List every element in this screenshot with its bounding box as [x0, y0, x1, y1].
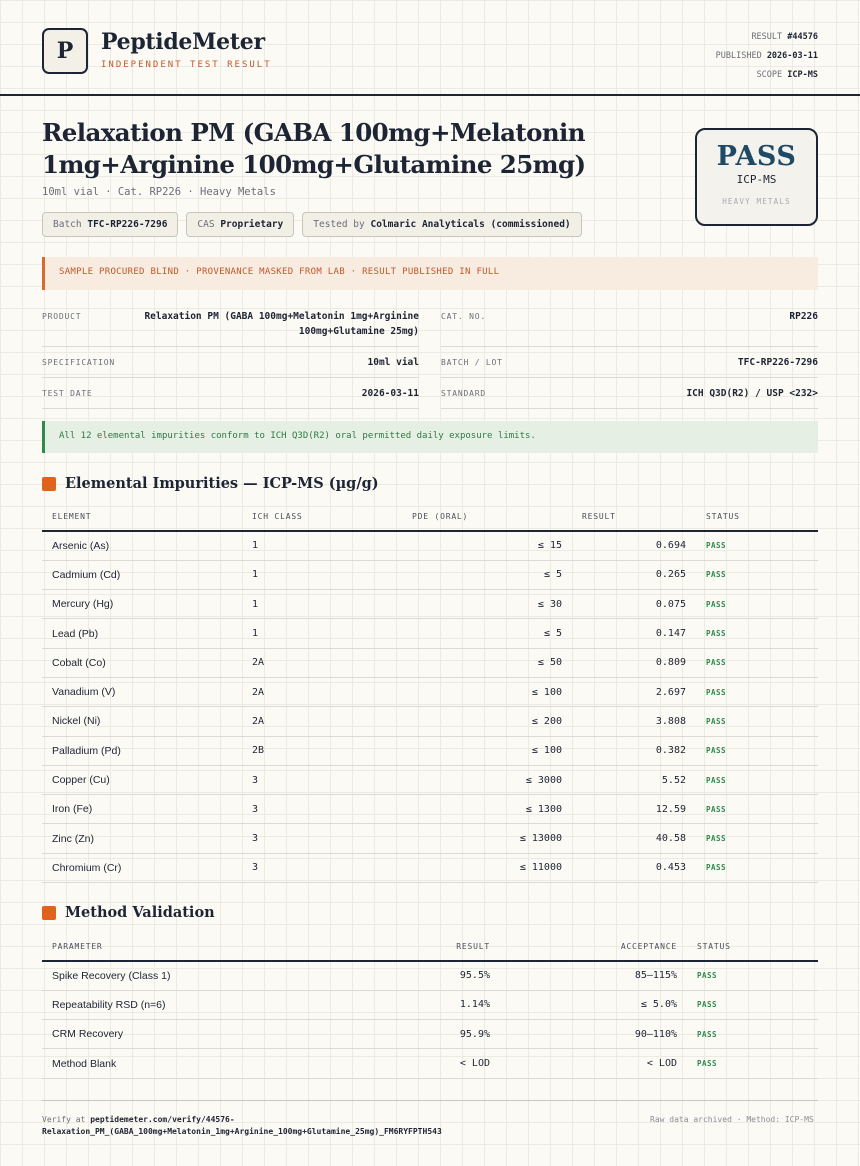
pde-cell: ≤ 1300	[402, 795, 572, 824]
class-cell: 1	[242, 590, 402, 619]
result-cell: 0.453	[572, 853, 696, 882]
class-cell: 2A	[242, 677, 402, 706]
parameter-cell: Spike Recovery (Class 1)	[42, 961, 322, 990]
validation-section-title: Method Validation	[42, 904, 215, 921]
table-row	[42, 648, 818, 677]
status-cell: PASS	[696, 560, 818, 589]
table-row	[42, 1020, 818, 1049]
pde-cell: ≤ 11000	[402, 853, 572, 882]
section-square-icon	[42, 477, 56, 491]
spec-value: 10ml vial	[367, 357, 419, 368]
status-cell: PASS	[696, 590, 818, 619]
product-title: Relaxation PM (GABA 100mg+Melatonin 1mg+Arginine 100mg+Glutamine 25mg)	[42, 118, 586, 179]
pde-cell: ≤ 13000	[402, 824, 572, 853]
impurities-table	[42, 503, 818, 883]
table-row	[42, 1049, 818, 1078]
archive-note: Raw data archived · Method: ICP-MS	[650, 1115, 814, 1124]
result-cell: 0.694	[572, 531, 696, 560]
class-cell: 1	[242, 619, 402, 648]
pde-cell: ≤ 15	[402, 531, 572, 560]
class-cell: 3	[242, 765, 402, 794]
element-cell: Lead (Pb)	[42, 619, 242, 648]
element-cell: Iron (Fe)	[42, 795, 242, 824]
status-cell: PASS	[696, 707, 818, 736]
pde-cell: ≤ 100	[402, 677, 572, 706]
result-id-line: RESULT #44576	[751, 32, 818, 42]
result-cell: 12.59	[572, 795, 696, 824]
result-cell: 95.9%	[322, 1020, 500, 1049]
parameter-cell: Repeatability RSD (n=6)	[42, 990, 322, 1019]
status-cell: PASS	[696, 619, 818, 648]
status-cell: PASS	[696, 795, 818, 824]
result-id: #44576	[787, 32, 818, 42]
divider	[441, 408, 818, 409]
table-row	[42, 765, 818, 794]
status-cell: PASS	[696, 853, 818, 882]
footer-divider	[42, 1100, 818, 1101]
status-cell: PASS	[696, 736, 818, 765]
impurities-section-title: Elemental Impurities — ICP-MS (µg/g)	[42, 475, 379, 492]
class-cell: 1	[242, 531, 402, 560]
table-row	[42, 707, 818, 736]
table-row	[42, 677, 818, 706]
acceptance-cell: 85–115%	[500, 961, 687, 990]
result-cell: 95.5%	[322, 961, 500, 990]
product-subtitle: 10ml vial · Cat. RP226 · Heavy Metals	[42, 186, 276, 198]
pde-cell: ≤ 30	[402, 590, 572, 619]
table-row	[42, 853, 818, 882]
logo-letter: P	[56, 38, 74, 64]
standard-value: ICH Q3D(R2) / USP <232>	[686, 388, 818, 399]
table-row	[42, 590, 818, 619]
divider	[441, 346, 818, 347]
pde-cell: ≤ 100	[402, 736, 572, 765]
verify-note: Verify at peptidemeter.com/verify/44576-Relaxation_PM_(GABA_100mg+Melatonin_1mg+Arginine_100mg+Glutamine_25mg)_FM6RYFPTH543	[42, 1115, 442, 1136]
cas-chip: CAS Proprietary	[186, 212, 294, 237]
parameter-cell: Method Blank	[42, 1049, 322, 1078]
table-row	[42, 961, 818, 990]
status-cell: PASS	[696, 765, 818, 794]
result-meta	[716, 28, 818, 85]
acceptance-cell: 90–110%	[500, 1020, 687, 1049]
standard-label: STANDARD	[441, 389, 486, 398]
scope-value: ICP-MS	[787, 70, 818, 80]
result-cell: 3.808	[572, 707, 696, 736]
result-cell: 40.58	[572, 824, 696, 853]
result-cell: 0.147	[572, 619, 696, 648]
status-cell: PASS	[687, 1049, 818, 1078]
column-header: ICH CLASS	[242, 503, 402, 531]
divider	[42, 408, 419, 409]
chip-row	[42, 212, 582, 237]
published-date: 2026-03-11	[766, 51, 818, 61]
column-header: PARAMETER	[42, 933, 322, 961]
element-cell: Cadmium (Cd)	[42, 560, 242, 589]
table-row	[42, 736, 818, 765]
published-line: PUBLISHED 2026-03-11	[715, 51, 818, 61]
pass-stamp	[695, 128, 818, 226]
element-cell: Zinc (Zn)	[42, 824, 242, 853]
pde-cell: ≤ 5	[402, 619, 572, 648]
conformance-banner: All 12 elemental impurities conform to ICH Q3D(R2) oral permitted daily exposure limits.	[42, 421, 818, 453]
date-label: TEST DATE	[42, 389, 93, 398]
pde-cell: ≤ 200	[402, 707, 572, 736]
table-row	[42, 619, 818, 648]
batch-label: BATCH / LOT	[441, 358, 503, 367]
validation-table	[42, 933, 818, 1079]
result-cell: 2.697	[572, 677, 696, 706]
element-cell: Palladium (Pd)	[42, 736, 242, 765]
table-header-row	[42, 933, 818, 961]
table-row	[42, 990, 818, 1019]
result-cell: 0.382	[572, 736, 696, 765]
brand-name: PeptideMeter	[101, 29, 265, 55]
table-row	[42, 795, 818, 824]
table-row	[42, 560, 818, 589]
element-cell: Copper (Cu)	[42, 765, 242, 794]
element-cell: Cobalt (Co)	[42, 648, 242, 677]
class-cell: 2B	[242, 736, 402, 765]
tested-by-chip: Tested by Colmaric Analyticals (commissioned)	[302, 212, 581, 237]
divider	[441, 377, 818, 378]
brand-tagline: INDEPENDENT TEST RESULT	[101, 60, 272, 70]
stamp-method: ICP-MS	[736, 173, 777, 186]
class-cell: 1	[242, 560, 402, 589]
scope-line: SCOPE ICP-MS	[756, 70, 818, 80]
section-square-icon	[42, 906, 56, 920]
result-cell: < LOD	[322, 1049, 500, 1078]
class-cell: 2A	[242, 707, 402, 736]
column-header: STATUS	[687, 933, 818, 961]
element-cell: Chromium (Cr)	[42, 853, 242, 882]
element-cell: Nickel (Ni)	[42, 707, 242, 736]
report-header	[0, 0, 860, 96]
element-cell: Mercury (Hg)	[42, 590, 242, 619]
result-cell: 5.52	[572, 765, 696, 794]
stamp-category: HEAVY METALS	[722, 197, 791, 206]
status-cell: PASS	[696, 531, 818, 560]
element-cell: Arsenic (As)	[42, 531, 242, 560]
result-cell: 0.265	[572, 560, 696, 589]
product-value: Relaxation PM (GABA 100mg+Melatonin 1mg+Arginine 100mg+Glutamine 25mg)	[144, 311, 419, 337]
cat-label: CAT. NO.	[441, 312, 486, 321]
divider	[42, 377, 419, 378]
status-cell: PASS	[687, 1020, 818, 1049]
column-header: ACCEPTANCE	[500, 933, 687, 961]
pde-cell: ≤ 5	[402, 560, 572, 589]
table-header-row	[42, 503, 818, 531]
acceptance-cell: < LOD	[500, 1049, 687, 1078]
provenance-notice: SAMPLE PROCURED BLIND · PROVENANCE MASKED FROM LAB · RESULT PUBLISHED IN FULL	[42, 257, 818, 290]
status-cell: PASS	[696, 648, 818, 677]
class-cell: 2A	[242, 648, 402, 677]
cat-value: RP226	[789, 311, 818, 322]
pde-cell: ≤ 3000	[402, 765, 572, 794]
product-label: PRODUCT	[42, 312, 82, 321]
column-header: STATUS	[696, 503, 818, 531]
stamp-verdict: PASS	[716, 141, 797, 172]
status-cell: PASS	[696, 824, 818, 853]
batch-value: TFC-RP226-7296	[737, 357, 818, 368]
column-header: RESULT	[572, 503, 696, 531]
status-cell: PASS	[687, 990, 818, 1019]
divider	[42, 346, 419, 347]
column-header: PDE (ORAL)	[402, 503, 572, 531]
element-cell: Vanadium (V)	[42, 677, 242, 706]
column-header: ELEMENT	[42, 503, 242, 531]
acceptance-cell: ≤ 5.0%	[500, 990, 687, 1019]
logo-icon	[42, 28, 88, 74]
status-cell: PASS	[687, 961, 818, 990]
date-value: 2026-03-11	[361, 388, 419, 399]
verify-link[interactable]: peptidemeter.com/verify/44576-Relaxation_PM_(GABA_100mg+Melatonin_1mg+Arginine_100mg+Glutamine_25mg)_FM6RYFPTH543	[42, 1115, 442, 1136]
parameter-cell: CRM Recovery	[42, 1020, 322, 1049]
result-cell: 0.075	[572, 590, 696, 619]
batch-chip: Batch TFC-RP226-7296	[42, 212, 178, 237]
result-cell: 0.809	[572, 648, 696, 677]
table-row	[42, 531, 818, 560]
column-header: RESULT	[322, 933, 500, 961]
class-cell: 3	[242, 824, 402, 853]
pde-cell: ≤ 50	[402, 648, 572, 677]
class-cell: 3	[242, 853, 402, 882]
spec-label: SPECIFICATION	[42, 358, 116, 367]
class-cell: 3	[242, 795, 402, 824]
result-cell: 1.14%	[322, 990, 500, 1019]
table-row	[42, 824, 818, 853]
status-cell: PASS	[696, 677, 818, 706]
